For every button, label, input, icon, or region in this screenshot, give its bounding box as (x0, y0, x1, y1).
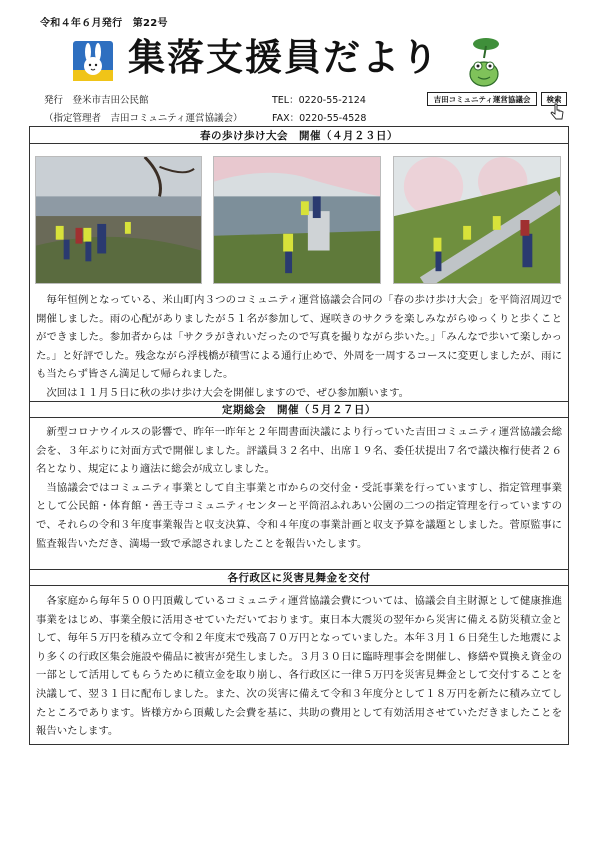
fax-number: FAX：0220-55-4528 (272, 113, 367, 124)
designated-manager: （指定管理者 吉田コミュニティ運営協議会） (44, 113, 243, 124)
section-heading-general-meeting: 定期総会 開催（５月２７日） (30, 401, 568, 418)
publisher-name: 発行 登米市吉田公民館 (44, 95, 149, 106)
paragraph: 各家庭から毎年５００円頂戴しているコミュニティ運営協議会費については、協議会自主財源として健康推進事業をはじめ、事業全般に活用させていただいております。東日本大震災の翌年から災害に備える防災積立金として、毎年５万円を積み立て令和２年度末で残高７０万円となっていました。本年３月１６日発生した地震により多くの行政区集会施設や備品に被害が発生しました。３月３０日に臨時理事会を開催し、修繕や買換え資金の一部として活用してもらうために積立金を取り崩し、各行政区に一律５万円を災害見舞金として交付することを決議して、翌３１日に配布しました。また、次の災害に備えて令和３年度分として１８万円を新たに積み立てしたところであります。皆様方から頂戴した会費を基に、共助の費用として有効活用させていただきましたことを報告いたします。 (36, 595, 562, 738)
search-button[interactable]: 検索 (541, 92, 567, 106)
photo-walkers-shore (213, 156, 381, 284)
section-body-spring-walk (36, 291, 562, 403)
rabbit-mascot-icon (72, 40, 114, 82)
section-body-disaster-relief (36, 592, 562, 741)
paragraph: 次回は１１月５日に秋の歩け歩け大会を開催しますので、ぜひ参加願います。 (46, 386, 410, 399)
issue-label: 令和４年６月発行 第22号 (40, 18, 168, 29)
photo-walkers-lakeside (35, 156, 202, 284)
paragraph: 新型コロナウイルスの影響で、昨年一昨年と２年間書面決議により行っていた吉田コミュニティ運営協議会総会を、３年ぶりに対面方式で開催しました。評議員３２名中、出席１９名、委任状提出７名で議決権行使者２６名となり、規定により適法に総会が成立しました。 (36, 426, 562, 476)
council-search-box[interactable]: 吉田コミュニティ運営協議会 (427, 92, 537, 106)
section-heading-disaster-relief: 各行政区に災害見舞金を交付 (30, 569, 568, 586)
section-heading-spring-walk: 春の歩け歩け大会 開催（４月２３日） (30, 127, 568, 144)
pointer-cursor-icon (550, 103, 566, 121)
tel-number: TEL：0220-55-2124 (272, 95, 366, 106)
paragraph: 当協議会ではコミュニティ事業として自主事業と市からの交付金・受託事業を行っていますし、指定管理事業として公民館・体育館・善王寺コミュニティセンターと平筒沼ふれあい公園の二つの指定管理を行っていますので、それらの令和３年度事業報告と収支決算、令和４年度の事業計画と収支予算を議題としました。菅原監事に監査報告いただき、満場一致で承認されましたことを報告いたします。 (36, 481, 562, 550)
paragraph: 毎年恒例となっている、米山町内３つのコミュニティ運営協議会合同の「春の歩け歩け大会」を平筒沼周辺で開催しました。雨の心配がありましたが５１名が参加して、遅咲きのサクラを楽しみながらゆっくりと歩くことができました。参加者からは「サクラがきれいだったので写真を撮りながら歩いた。」「みんなで歩いて楽しかった。」と好評でした。残念ながら浮桟橋が積雪による通行止めで、外周を一周するコースに変更しましたが、雨にも当たらず皆さん満足して帰られました。 (36, 294, 562, 381)
frog-mascot-icon (462, 36, 508, 88)
photo-walkers-stairs (393, 156, 561, 284)
newsletter-title: 集落支援員だより (128, 36, 440, 79)
section-body-general-meeting (36, 423, 562, 553)
